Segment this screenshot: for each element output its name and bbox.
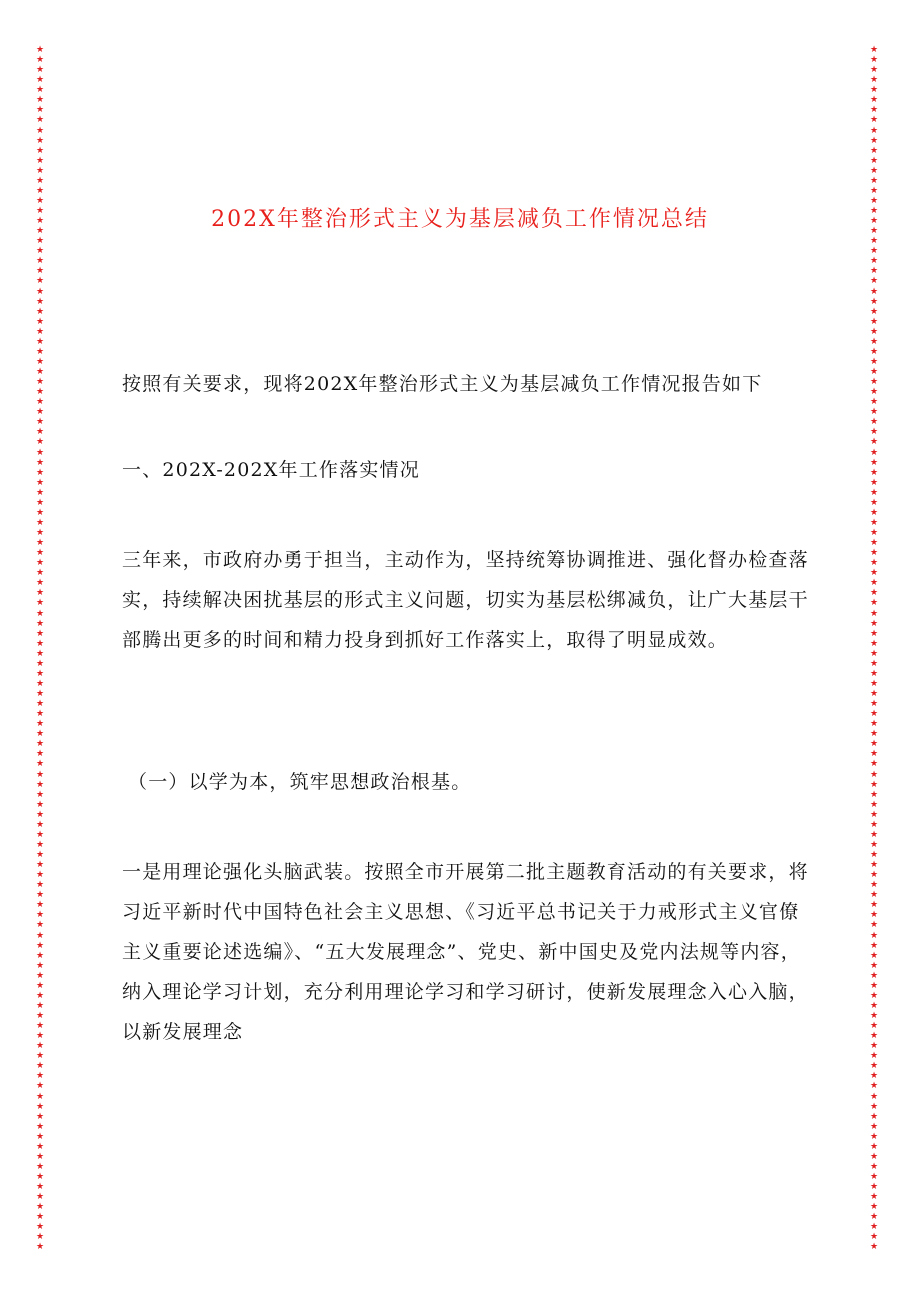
star-icon: ★ [869,1041,879,1052]
star-icon: ★ [35,216,45,227]
star-icon: ★ [35,1041,45,1052]
star-icon: ★ [35,548,45,559]
star-icon: ★ [869,1182,879,1193]
star-icon: ★ [35,990,45,1001]
intro-paragraph: 按照有关要求，现将202X年整治形式主义为基层减负工作情况报告如下 [122,373,763,395]
star-icon: ★ [869,326,879,337]
star-icon: ★ [869,236,879,247]
star-icon: ★ [35,1091,45,1102]
star-icon: ★ [869,377,879,388]
star-icon: ★ [35,155,45,166]
star-icon: ★ [35,1192,45,1203]
star-icon: ★ [869,578,879,589]
star-icon: ★ [35,95,45,106]
star-icon: ★ [35,246,45,257]
star-icon: ★ [35,870,45,881]
star-icon: ★ [35,900,45,911]
star-icon: ★ [35,1232,45,1243]
star-icon: ★ [869,1161,879,1172]
star-icon: ★ [35,185,45,196]
star-icon: ★ [35,668,45,679]
star-icon: ★ [869,910,879,921]
star-icon: ★ [869,276,879,287]
star-icon: ★ [869,890,879,901]
star-icon: ★ [35,860,45,871]
star-icon: ★ [35,125,45,136]
star-icon: ★ [35,799,45,810]
star-icon: ★ [869,678,879,689]
star-icon: ★ [35,558,45,569]
star-icon: ★ [869,175,879,186]
section-heading: 一、202X-202X年工作落实情况 [122,459,420,481]
star-icon: ★ [869,638,879,649]
star-icon: ★ [35,1151,45,1162]
star-icon: ★ [35,1172,45,1182]
star-icon: ★ [869,870,879,881]
star-icon: ★ [869,1222,879,1233]
star-icon: ★ [35,628,45,639]
star-icon: ★ [35,447,45,458]
star-icon: ★ [869,759,879,770]
star-icon: ★ [869,387,879,398]
star-icon: ★ [869,548,879,559]
star-icon: ★ [869,477,879,488]
star-icon: ★ [35,1111,45,1122]
star-icon: ★ [869,980,879,991]
star-icon: ★ [869,1021,879,1032]
star-icon: ★ [869,1071,879,1082]
star-icon: ★ [869,1192,879,1203]
star-icon: ★ [869,1121,879,1132]
star-icon: ★ [35,427,45,438]
star-icon: ★ [869,195,879,206]
star-icon: ★ [869,165,879,176]
star-icon: ★ [869,216,879,227]
star-icon: ★ [869,1061,879,1072]
star-icon: ★ [35,276,45,287]
star-icon: ★ [869,1141,879,1152]
star-icon: ★ [35,829,45,840]
star-icon: ★ [869,618,879,629]
star-icon: ★ [869,286,879,297]
star-icon: ★ [869,789,879,800]
star-icon: ★ [35,648,45,659]
star-icon: ★ [869,839,879,850]
star-icon: ★ [35,749,45,760]
star-icon: ★ [869,417,879,428]
star-icon: ★ [869,75,879,86]
star-icon: ★ [35,960,45,971]
star-icon: ★ [35,588,45,599]
star-icon: ★ [35,75,45,86]
star-icon: ★ [869,809,879,820]
star-icon: ★ [869,316,879,327]
star-icon: ★ [35,266,45,277]
star-icon: ★ [869,517,879,528]
star-icon: ★ [35,336,45,347]
star-icon: ★ [869,920,879,931]
star-icon: ★ [35,1222,45,1233]
star-icon: ★ [869,970,879,981]
star-icon: ★ [35,1011,45,1021]
star-icon: ★ [869,437,879,448]
star-icon: ★ [869,850,879,860]
star-icon: ★ [869,900,879,911]
star-icon: ★ [35,55,45,66]
star-icon: ★ [35,165,45,176]
star-icon: ★ [869,457,879,468]
star-icon: ★ [35,1061,45,1072]
star-icon: ★ [35,135,45,146]
star-icon: ★ [869,497,879,508]
star-icon: ★ [35,719,45,730]
star-icon: ★ [35,226,45,237]
star-icon: ★ [869,719,879,730]
body-paragraph: 三年来，市政府办勇于担当，主动作为，坚持统筹协调推进、强化督办检查落实，持续解决困扰基层的形式主义问题，切实为基层松绑减负，让广大基层干部腾出更多的时间和精力投身到抓好工作落实上，取得了明显成效。 [122,549,809,651]
star-icon: ★ [35,608,45,619]
star-icon: ★ [869,407,879,418]
star-icon: ★ [869,608,879,619]
star-icon: ★ [35,1212,45,1223]
star-icon: ★ [869,628,879,639]
star-icon: ★ [869,65,879,76]
star-icon: ★ [869,145,879,156]
star-icon: ★ [869,1051,879,1062]
star-icon: ★ [869,769,879,780]
star-icon: ★ [869,588,879,599]
star-icon: ★ [35,880,45,891]
star-icon: ★ [35,1031,45,1042]
star-icon: ★ [869,226,879,237]
star-icon: ★ [35,477,45,488]
star-icon: ★ [35,699,45,710]
star-icon: ★ [869,135,879,146]
star-icon: ★ [869,115,879,126]
star-icon: ★ [869,55,879,66]
star-icon: ★ [869,668,879,679]
star-icon: ★ [869,749,879,760]
star-icon: ★ [35,256,45,267]
star-icon: ★ [869,689,879,699]
star-icon: ★ [35,1000,45,1011]
star-icon: ★ [869,1131,879,1142]
star-icon: ★ [35,1101,45,1112]
star-icon: ★ [869,960,879,971]
star-icon: ★ [869,950,879,961]
star-icon: ★ [35,890,45,901]
star-icon: ★ [35,729,45,740]
star-icon: ★ [869,990,879,1001]
star-icon: ★ [869,256,879,267]
star-icon: ★ [35,1182,45,1193]
star-icon: ★ [35,367,45,377]
star-icon: ★ [869,568,879,579]
star-icon: ★ [869,1081,879,1092]
star-icon: ★ [35,819,45,830]
star-icon: ★ [869,658,879,669]
star-icon: ★ [869,306,879,317]
star-icon: ★ [869,105,879,116]
star-icon: ★ [869,85,879,96]
star-icon: ★ [35,910,45,921]
star-icon: ★ [35,1021,45,1032]
star-icon: ★ [35,980,45,991]
star-icon: ★ [869,266,879,277]
star-icon: ★ [35,950,45,961]
star-icon: ★ [35,1202,45,1213]
star-icon: ★ [35,497,45,508]
star-icon: ★ [869,125,879,136]
star-icon: ★ [35,85,45,96]
star-icon: ★ [869,296,879,307]
star-icon: ★ [869,729,879,740]
star-icon: ★ [869,45,879,55]
star-icon: ★ [35,487,45,498]
star-icon: ★ [35,1161,45,1172]
star-icon: ★ [869,1232,879,1243]
star-icon: ★ [869,648,879,659]
star-icon: ★ [869,1151,879,1162]
star-icon: ★ [35,678,45,689]
star-icon: ★ [869,447,879,458]
star-icon: ★ [869,356,879,367]
star-icon: ★ [869,185,879,196]
star-icon: ★ [35,709,45,720]
star-icon: ★ [869,1202,879,1213]
star-icon: ★ [35,970,45,981]
star-icon: ★ [869,1212,879,1223]
star-icon: ★ [869,1111,879,1122]
star-icon: ★ [35,467,45,478]
star-icon: ★ [869,1091,879,1102]
star-icon: ★ [869,558,879,569]
star-icon: ★ [35,115,45,126]
star-icon: ★ [35,65,45,76]
subsection-heading: （一）以学为本，筑牢思想政治根基。 [128,771,472,793]
star-icon: ★ [35,1131,45,1142]
star-icon: ★ [35,1141,45,1152]
star-icon: ★ [35,1242,45,1253]
star-icon: ★ [35,326,45,337]
star-icon: ★ [869,709,879,720]
star-icon: ★ [869,799,879,810]
star-icon: ★ [869,95,879,106]
star-icon: ★ [35,850,45,860]
star-icon: ★ [35,1051,45,1062]
star-icon: ★ [869,487,879,498]
star-icon: ★ [35,437,45,448]
star-icon: ★ [35,930,45,941]
star-icon: ★ [35,45,45,55]
star-icon: ★ [35,397,45,408]
star-icon: ★ [35,145,45,156]
star-icon: ★ [869,206,879,216]
star-icon: ★ [869,819,879,830]
star-icon: ★ [35,528,45,538]
star-icon: ★ [35,105,45,116]
star-icon: ★ [869,940,879,951]
star-icon: ★ [869,829,879,840]
star-icon: ★ [35,618,45,629]
star-icon: ★ [869,1000,879,1011]
star-icon: ★ [869,779,879,790]
star-icon: ★ [869,930,879,941]
star-icon: ★ [869,427,879,438]
star-icon: ★ [869,1101,879,1112]
star-icon: ★ [35,236,45,247]
star-icon: ★ [869,346,879,357]
star-icon: ★ [35,316,45,327]
star-icon: ★ [869,1031,879,1042]
star-icon: ★ [35,286,45,297]
star-icon: ★ [869,699,879,710]
star-icon: ★ [35,940,45,951]
star-icon: ★ [35,457,45,468]
star-icon: ★ [35,538,45,549]
star-icon: ★ [869,598,879,609]
body-paragraph: 一是用理论强化头脑武装。按照全市开展第二批主题教育活动的有关要求，将习近平新时代中国特色社会主义思想、《习近平总书记关于力戒形式主义官僚主义重要论述选编》、“五大发展理念”、党史、新中国史及党内法规等内容，纳入理论学习计划，充分利用理论学习和学习研讨，使新发展理念入心入脑，以新发展理念 [122,861,809,1043]
star-icon: ★ [35,407,45,418]
star-icon: ★ [869,507,879,518]
star-icon: ★ [869,528,879,538]
star-icon: ★ [869,155,879,166]
star-icon: ★ [869,1242,879,1253]
star-icon: ★ [35,507,45,518]
star-icon: ★ [869,860,879,871]
star-icon: ★ [35,387,45,398]
star-icon: ★ [35,739,45,750]
star-icon: ★ [35,809,45,820]
star-icon: ★ [35,356,45,367]
star-icon: ★ [35,839,45,850]
star-icon: ★ [35,578,45,589]
star-icon: ★ [35,568,45,579]
star-icon: ★ [35,638,45,649]
star-icon: ★ [869,246,879,257]
star-icon: ★ [35,769,45,780]
star-icon: ★ [35,346,45,357]
star-icon: ★ [35,689,45,699]
star-icon: ★ [869,880,879,891]
star-icon: ★ [869,367,879,377]
star-icon: ★ [35,377,45,388]
star-icon: ★ [869,1172,879,1182]
star-icon: ★ [869,538,879,549]
star-icon: ★ [35,789,45,800]
star-icon: ★ [35,658,45,669]
star-icon: ★ [35,517,45,528]
star-icon: ★ [869,467,879,478]
star-icon: ★ [35,296,45,307]
star-icon: ★ [869,397,879,408]
star-icon: ★ [35,306,45,317]
star-icon: ★ [35,759,45,770]
star-icon: ★ [35,1121,45,1132]
star-icon: ★ [869,739,879,750]
star-icon: ★ [35,1071,45,1082]
star-icon: ★ [35,175,45,186]
star-icon: ★ [869,336,879,347]
star-icon: ★ [35,598,45,609]
star-icon: ★ [869,1011,879,1021]
document-title: 202X年整治形式主义为基层减负工作情况总结 [211,207,709,232]
star-icon: ★ [35,417,45,428]
star-icon: ★ [35,206,45,216]
star-icon: ★ [35,920,45,931]
star-icon: ★ [35,779,45,790]
star-icon: ★ [35,195,45,206]
star-icon: ★ [35,1081,45,1092]
